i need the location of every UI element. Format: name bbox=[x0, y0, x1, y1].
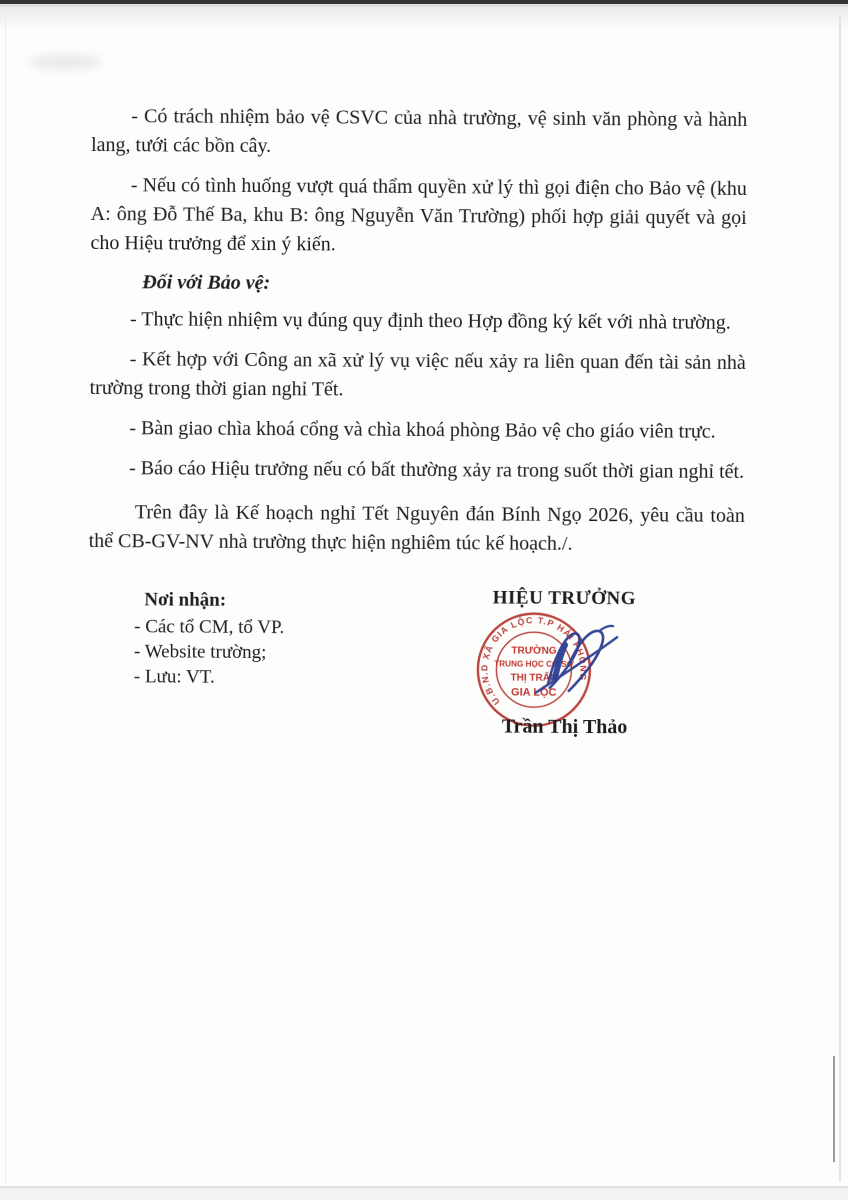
signer-name: Trần Thị Thảo bbox=[501, 715, 628, 739]
bao-ve-item-contract: - Thực hiện nhiệm vụ đúng quy định theo Hợp đồng ký kết với nhà trường. bbox=[129, 308, 731, 334]
stamp-center-line-3: THỊ TRẤN bbox=[510, 672, 558, 684]
section-heading-bao-ve: Đối với Bảo vệ: bbox=[142, 271, 271, 295]
stamp-center-line-4: GIA LỘC bbox=[511, 686, 557, 699]
bao-ve-item-report: - Báo cáo Hiệu trưởng nếu có bất thường xảy ra trong suốt thời gian nghỉ tết. bbox=[129, 457, 745, 483]
stamp-ring-textpath: U.B.N.D XÃ GIA LỘC T.P HẢI PHÒNG bbox=[479, 615, 589, 707]
scan-edge-artifact-top-secondary bbox=[0, 4, 848, 7]
paragraph-csvc-duty: - Có trách nhiệm bảo vệ CSVC của nhà trường, vệ sinh văn phòng và hành lang, tưới các bồn cây. bbox=[91, 105, 748, 158]
recipients-title: Nơi nhận: bbox=[144, 589, 227, 611]
recipients-block bbox=[134, 587, 285, 690]
recipient-item: - Các tổ CM, tổ VP. bbox=[134, 616, 285, 639]
stamp-outer-circle bbox=[478, 613, 591, 726]
signer-role-title: HIỆU TRƯỞNG bbox=[492, 587, 637, 610]
scan-band-bottom bbox=[0, 1188, 848, 1200]
signature-stroke-tick bbox=[599, 626, 613, 631]
signature-block bbox=[86, 583, 744, 987]
bao-ve-item-police: - Kết hợp với Công an xã xử lý vụ việc nếu xảy ra liên quan đến tài sản nhà trường trong thời gian nghỉ Tết. bbox=[89, 348, 746, 401]
recipient-item: - Website trường; bbox=[133, 641, 267, 664]
closing-paragraph: Trên đây là Kế hoạch nghỉ Tết Nguyên đán Bính Ngọ 2026, yêu cầu toàn thể CB-GV-NV nhà trường thực hiện nghiêm túc kế hoạch./. bbox=[88, 501, 745, 555]
bao-ve-item-keys: - Bàn giao chìa khoá cổng và chìa khoá phòng Bảo vệ cho giáo viên trực. bbox=[129, 417, 716, 443]
stamp-center-line-1: TRƯỜNG bbox=[511, 645, 557, 657]
paragraph-emergency-contact: - Nếu có tình huống vượt quá thẩm quyền xử lý thì gọi điện cho Bảo vệ (khu A: ông Đỗ Thế Ba, khu B: ông Nguyễn Văn Trường) phối hợp giải quyết và gọi cho Hiệu trưởng để xin ý kiến. bbox=[90, 174, 747, 256]
recipient-item: - Lưu: VT. bbox=[133, 666, 215, 688]
scan-line-artifact-right bbox=[833, 1056, 835, 1162]
stamp-center-line-2: TRUNG HỌC CƠ SỞ bbox=[494, 659, 574, 669]
